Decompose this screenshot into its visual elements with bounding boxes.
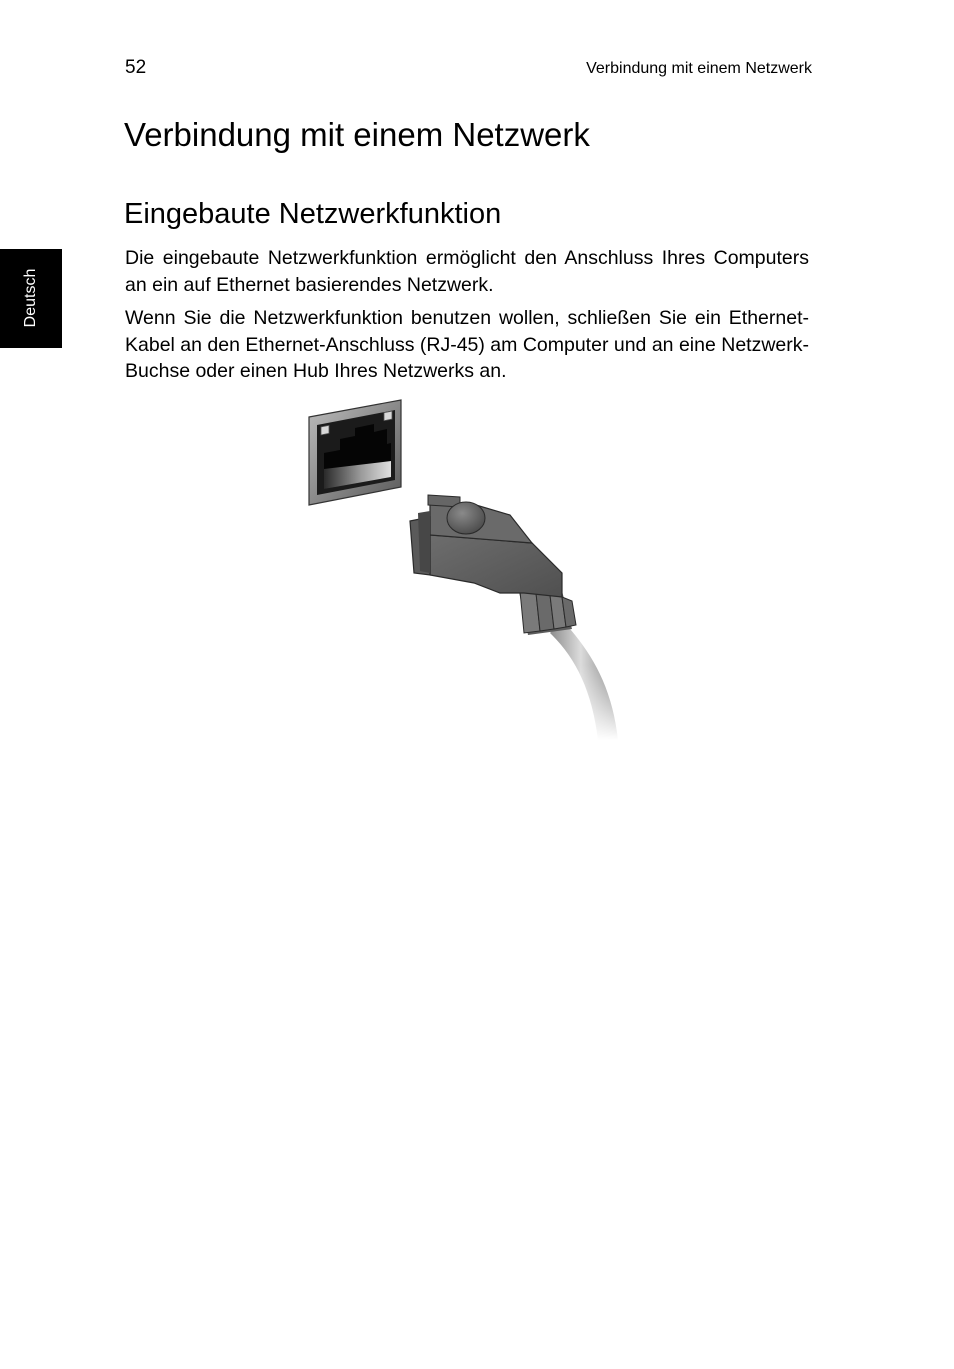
body-paragraph: Die eingebaute Netzwerkfunktion ermöglicht den Anschluss Ihres Computers an ein auf Ethernet basierendes Netzwerk. — [125, 247, 809, 296]
section-title: Eingebaute Netzwerkfunktion — [124, 198, 502, 230]
language-side-tab-label: Deutsch — [22, 268, 39, 328]
page-title: Verbindung mit einem Netzwerk — [124, 116, 590, 153]
running-header: Verbindung mit einem Netzwerk — [586, 60, 812, 77]
ethernet-cable — [550, 620, 640, 740]
rj45-plug — [410, 495, 576, 635]
ethernet-rj45-plug-and-port-icon — [300, 395, 640, 740]
ethernet-illustration — [300, 395, 640, 740]
page-number: 52 — [125, 57, 147, 78]
rj45-port — [309, 400, 401, 505]
language-side-tab — [0, 249, 62, 348]
body-paragraph: Wenn Sie die Netzwerkfunktion benutzen wollen, schließen Sie ein Ethernet-Kabel an den Ethernet-Anschluss (RJ-45) am Computer und an eine Netzwerk-Buchse oder einen Hub Ihres Netzwerks an. — [125, 307, 809, 382]
